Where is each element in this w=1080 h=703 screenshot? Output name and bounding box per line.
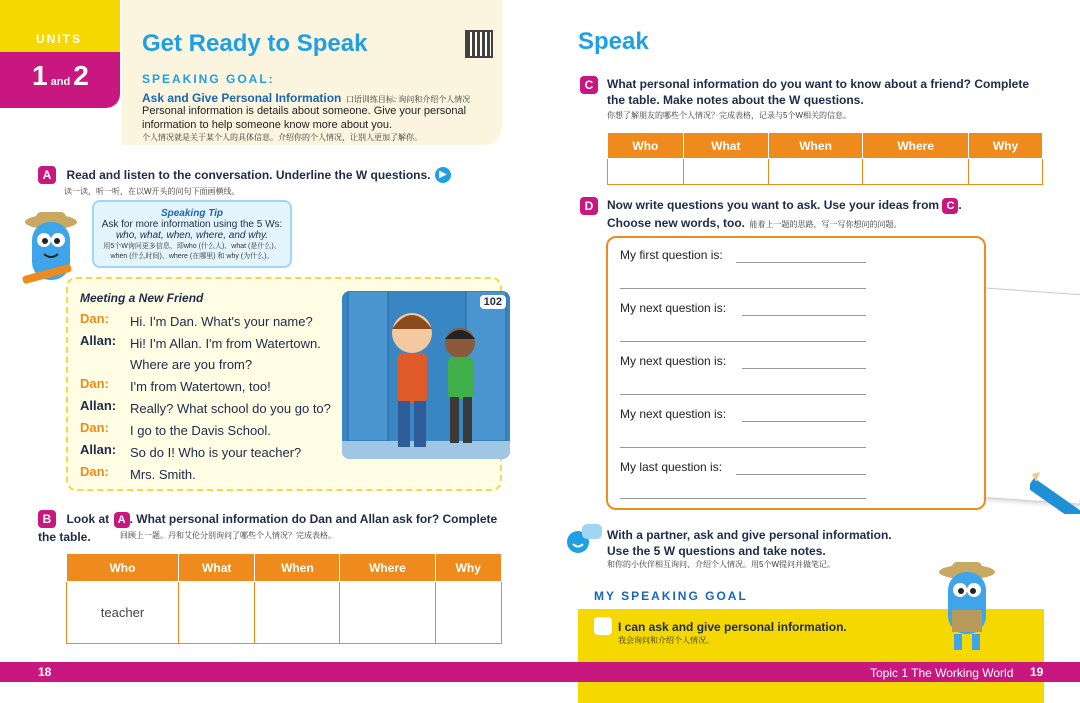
table-cell[interactable] xyxy=(768,159,862,185)
exercise-c xyxy=(580,76,1050,121)
dialogue-line: Dan: I go to the Davis School. xyxy=(80,420,271,438)
goal-checkbox[interactable] xyxy=(594,617,612,635)
partner-line1: With a partner, ask and give personal information. xyxy=(607,528,892,542)
dialogue-line: Allan: So do I! Who is your teacher? xyxy=(80,442,302,460)
speaking-tip-cn1: 用5个W询问更多信息，即who (什么人)、what (是什么)、 xyxy=(103,243,281,250)
table-header: When xyxy=(768,133,862,159)
table-cell[interactable] xyxy=(969,159,1043,185)
dialogue-line: Allan: Really? What school do you go to? xyxy=(80,398,331,416)
page-number-left: 18 xyxy=(38,665,52,679)
my-goal-cn: 我会询问和介绍个人情况。 xyxy=(618,636,714,645)
ref-badge-c: C xyxy=(942,198,958,214)
my-goal-text: I can ask and give personal information. xyxy=(618,620,847,634)
table-c xyxy=(607,132,1043,185)
badge-c: C xyxy=(580,76,598,94)
table-cell[interactable] xyxy=(178,582,255,644)
table-header: Where xyxy=(340,554,435,582)
speaking-goal-heading: Ask and Give Personal Information 口语训练目标: 询问和介绍个人情况 xyxy=(142,91,471,105)
speaking-tip-line2: who, what, when, where, and why. xyxy=(115,230,269,241)
students-illustration xyxy=(342,291,510,459)
goal-description-cn: 个人情况就是关于某个人的具体信息。介绍你的个人情况，让别人更加了解你。 xyxy=(142,133,422,142)
answer-line[interactable] xyxy=(736,474,866,475)
exercise-d-cn: 能着上一题的思路，写一写你想问的问题。 xyxy=(749,220,902,229)
table-cell[interactable] xyxy=(683,159,768,185)
speaking-tip-cn2: when (什么时间)、where (在哪里) 和 why (为什么)。 xyxy=(110,253,274,260)
exercise-a-cn: 读一读，听一听，在以W开头的问句下面画横线。 xyxy=(64,187,240,196)
speaking-tip xyxy=(92,200,292,268)
exercise-d-text2: Choose new words, too. xyxy=(607,216,746,230)
table-b xyxy=(66,553,502,644)
speech-bubble-icon xyxy=(566,524,604,556)
locker-number: 102 xyxy=(480,295,506,309)
table-cell[interactable]: teacher xyxy=(67,582,179,644)
answer-line[interactable] xyxy=(620,447,866,448)
answer-line[interactable] xyxy=(736,262,866,263)
question-label: My last question is: xyxy=(620,460,723,474)
question-label: My first question is: xyxy=(620,248,723,262)
footer-topic: Topic 1 The Working World xyxy=(870,666,1014,680)
exercise-a-text: Read and listen to the conversation. Underline the W questions. xyxy=(66,168,431,182)
exercise-b-text: . What personal information do Dan and Allan ask for? Complete the table. xyxy=(38,512,498,544)
table-cell[interactable] xyxy=(863,159,969,185)
page-title: Get Ready to Speak xyxy=(142,30,368,57)
table-header: What xyxy=(683,133,768,159)
page-number-right: 19 xyxy=(1030,665,1044,679)
question-label: My next question is: xyxy=(620,354,727,368)
answer-line[interactable] xyxy=(742,368,866,369)
table-cell[interactable] xyxy=(435,582,502,644)
exercise-b-cn: 回顾上一题。丹和艾伦分别询问了哪些个人情况？完成表格。 xyxy=(120,531,336,540)
question-label: My next question is: xyxy=(620,301,727,315)
conversation-title: Meeting a New Friend xyxy=(80,291,204,305)
units-number: 1 and 2 xyxy=(32,60,89,91)
badge-a: A xyxy=(38,166,56,184)
table-header: Who xyxy=(608,133,684,159)
badge-d: D xyxy=(580,197,598,215)
table-cell[interactable] xyxy=(255,582,340,644)
dialogue-line: Allan: Hi! I'm Allan. I'm from Watertown. Where are you from? xyxy=(80,333,321,372)
qr-code-icon xyxy=(465,30,493,58)
partner-line2: Use the 5 W questions and take notes. xyxy=(607,544,826,558)
speak-title: Speak xyxy=(578,28,649,55)
answer-line[interactable] xyxy=(620,394,866,395)
exercise-d-text1: Now write questions you want to ask. Use your ideas from xyxy=(607,198,940,212)
badge-b: B xyxy=(38,510,56,528)
table-row xyxy=(67,582,502,644)
exercise-b-pre: Look at xyxy=(66,512,110,526)
exercise-c-text: What personal information do you want to know about a friend? Complete the table. Make notes about the W questions. xyxy=(607,77,1030,107)
table-cell[interactable] xyxy=(608,159,684,185)
table-header: Where xyxy=(863,133,969,159)
answer-line[interactable] xyxy=(620,288,866,289)
answer-line[interactable] xyxy=(742,315,866,316)
ref-badge-a: A xyxy=(114,512,130,528)
audio-icon[interactable]: ▶ xyxy=(435,167,451,183)
table-header: What xyxy=(178,554,255,582)
my-goal-label: MY SPEAKING GOAL xyxy=(594,589,748,603)
goal-description: Personal information is details about someone. Give your personal information to help someone know more about you. xyxy=(142,105,467,131)
units-badge xyxy=(0,0,120,108)
table-header: Why xyxy=(969,133,1043,159)
table-header: Who xyxy=(67,554,179,582)
exercise-d: D Now write questions you want to ask. Use your ideas from C . Choose new words, too. 能着上一题的思路，写一写你想问的问题。 xyxy=(580,197,1050,232)
mascot-illustration xyxy=(934,560,1000,652)
table-header: Why xyxy=(435,554,502,582)
exercise-a xyxy=(38,166,498,184)
questions-box xyxy=(606,236,986,510)
speaking-tip-line1: Ask for more information using the 5 Ws: xyxy=(101,219,283,230)
answer-line[interactable] xyxy=(620,341,866,342)
dialogue-line: Dan: Hi. I'm Dan. What's your name? xyxy=(80,311,313,329)
question-label: My next question is: xyxy=(620,407,727,421)
speaking-tip-title: Speaking Tip xyxy=(160,208,224,219)
partner-cn: 和你的小伙伴相互询问、介绍个人情况。用5个W提问并做笔记。 xyxy=(607,560,835,569)
pencil-icon xyxy=(1030,470,1080,514)
answer-line[interactable] xyxy=(620,498,866,499)
units-label: UNITS xyxy=(36,32,82,46)
table-row xyxy=(608,159,1043,185)
dialogue-line: Dan: Mrs. Smith. xyxy=(80,464,196,482)
speaking-goal-label: SPEAKING GOAL: xyxy=(142,72,275,86)
table-header: When xyxy=(255,554,340,582)
dialogue-line: Dan: I'm from Watertown, too! xyxy=(80,376,271,394)
answer-line[interactable] xyxy=(742,421,866,422)
exercise-c-cn: 你想了解朋友的哪些个人情况？完成表格，记录与5个W相关的信息。 xyxy=(607,111,851,120)
table-cell[interactable] xyxy=(340,582,435,644)
